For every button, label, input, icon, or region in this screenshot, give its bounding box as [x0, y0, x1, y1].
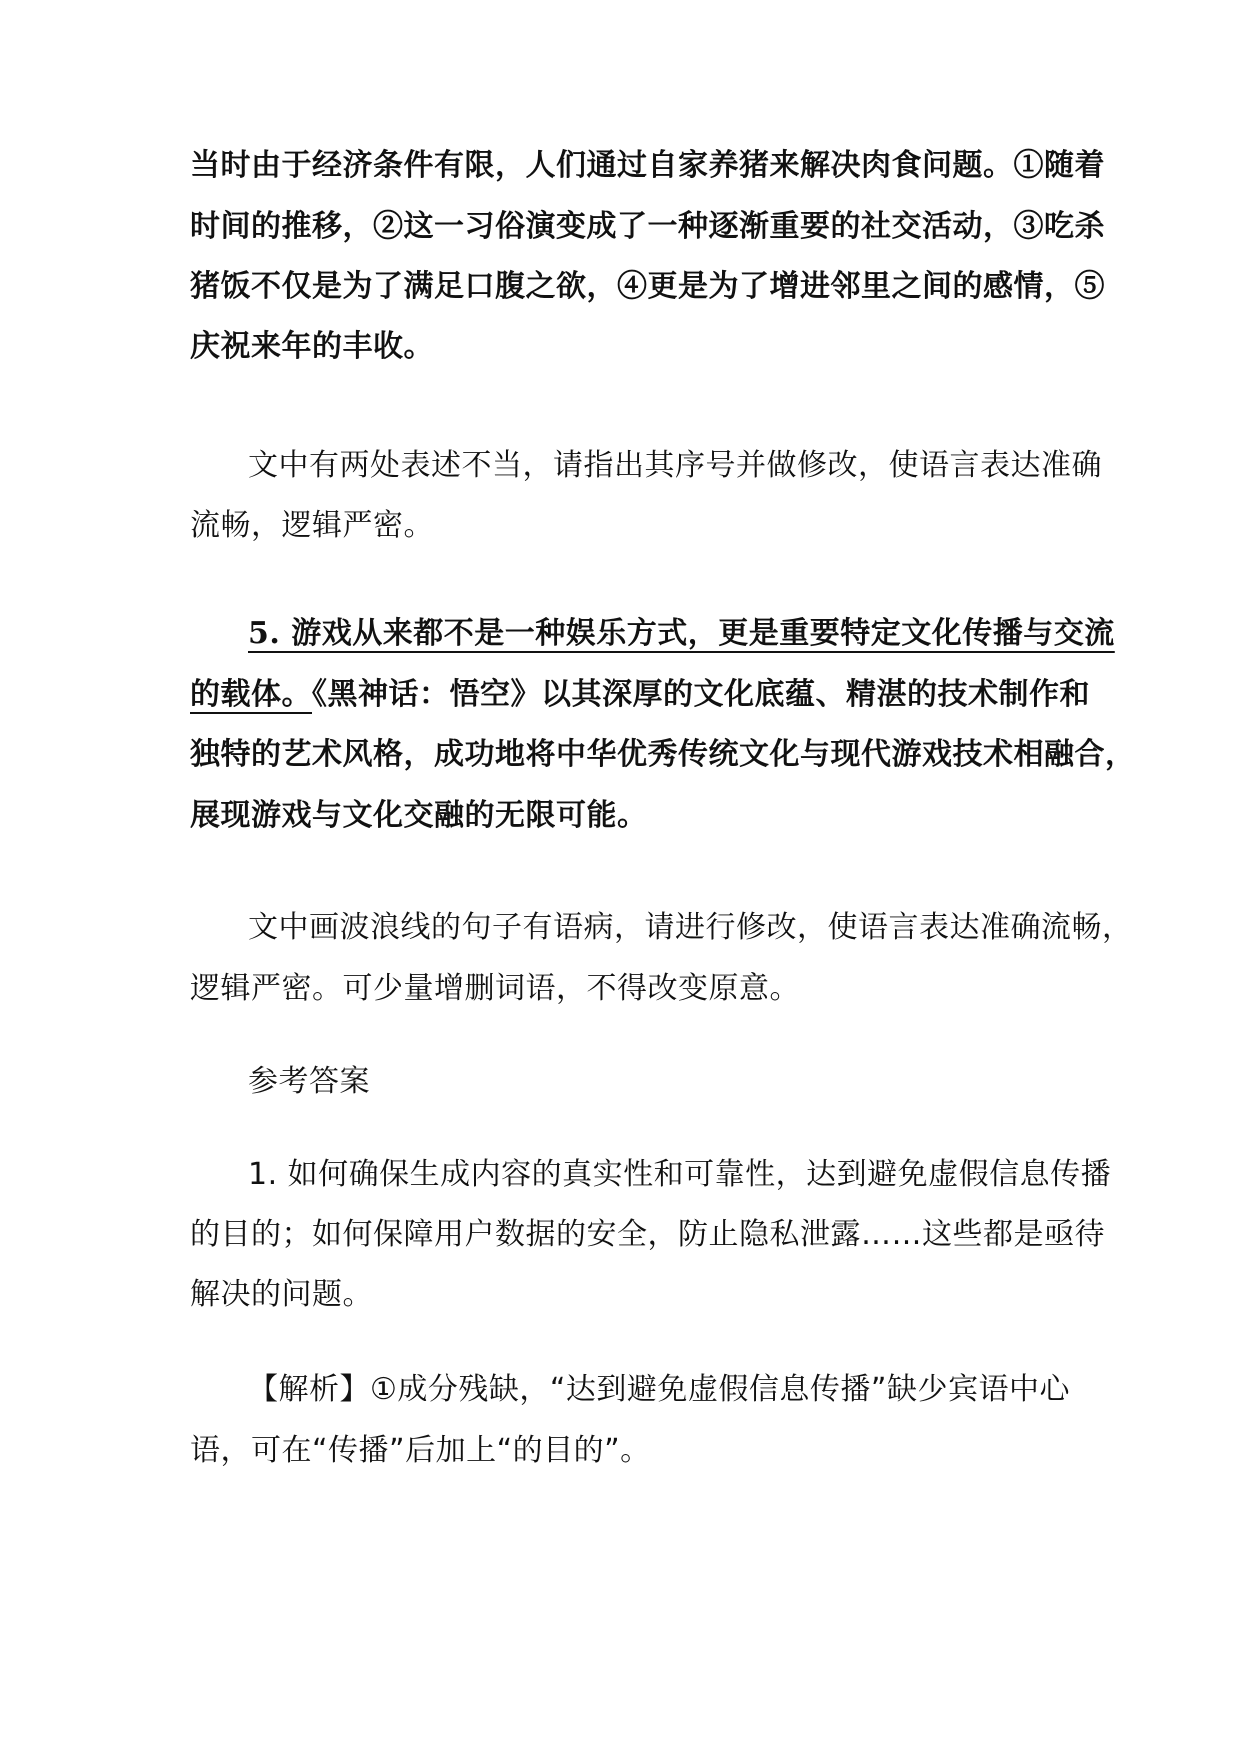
analysis-1-line-2: 语，可在“传播”后加上“的目的”。 — [190, 1433, 651, 1468]
question-5-line-1: 文中画波浪线的句子有语病，请进行修改，使语言表达准确流畅， — [248, 910, 1133, 945]
answers-heading: 参考答案 — [248, 1064, 370, 1099]
passage-5-line-1: 5. 游戏从来都不是一种娱乐方式，更是重要特定文化传播与交流 — [248, 616, 1115, 651]
passage-5-line-2 — [190, 675, 1090, 715]
question-5-line-2: 逻辑严密。可少量增删词语，不得改变原意。 — [190, 971, 800, 1006]
question-4-line-1: 文中有两处表述不当，请指出其序号并做修改，使语言表达准确 — [248, 448, 1102, 483]
question-4-line-2: 流畅，逻辑严密。 — [190, 508, 434, 543]
passage-5-line-2-rest: 《黑神话：悟空》以其深厚的文化底蕴、精湛的技术制作和 — [312, 677, 1090, 712]
passage-4-line-1: 当时由于经济条件有限，人们通过自家养猪来解决肉食问题。①随着 — [190, 148, 1105, 183]
answer-1-line-2: 的目的；如何保障用户数据的安全，防止隐私泄露……这些都是亟待 — [190, 1217, 1105, 1252]
passage-5-underlined-end: 的载体。 — [190, 677, 312, 712]
passage-4-line-3: 猪饭不仅是为了满足口腹之欲，④更是为了增进邻里之间的感情，⑤ — [190, 269, 1105, 304]
passage-4-line-2: 时间的推移，②这一习俗演变成了一种逐渐重要的社交活动，③吃杀 — [190, 209, 1105, 244]
passage-4-line-4: 庆祝来年的丰收。 — [190, 329, 434, 364]
answer-1-line-3: 解决的问题。 — [190, 1277, 373, 1312]
passage-5-line-3: 独特的艺术风格，成功地将中华优秀传统文化与现代游戏技术相融合， — [190, 737, 1136, 772]
passage-5-line-4: 展现游戏与文化交融的无限可能。 — [190, 798, 648, 833]
analysis-1-line-1: 【解析】①成分残缺，“达到避免虚假信息传播”缺少宾语中心 — [248, 1372, 1070, 1407]
answer-1-line-1: 1. 如何确保生成内容的真实性和可靠性，达到避免虚假信息传播 — [248, 1157, 1112, 1192]
